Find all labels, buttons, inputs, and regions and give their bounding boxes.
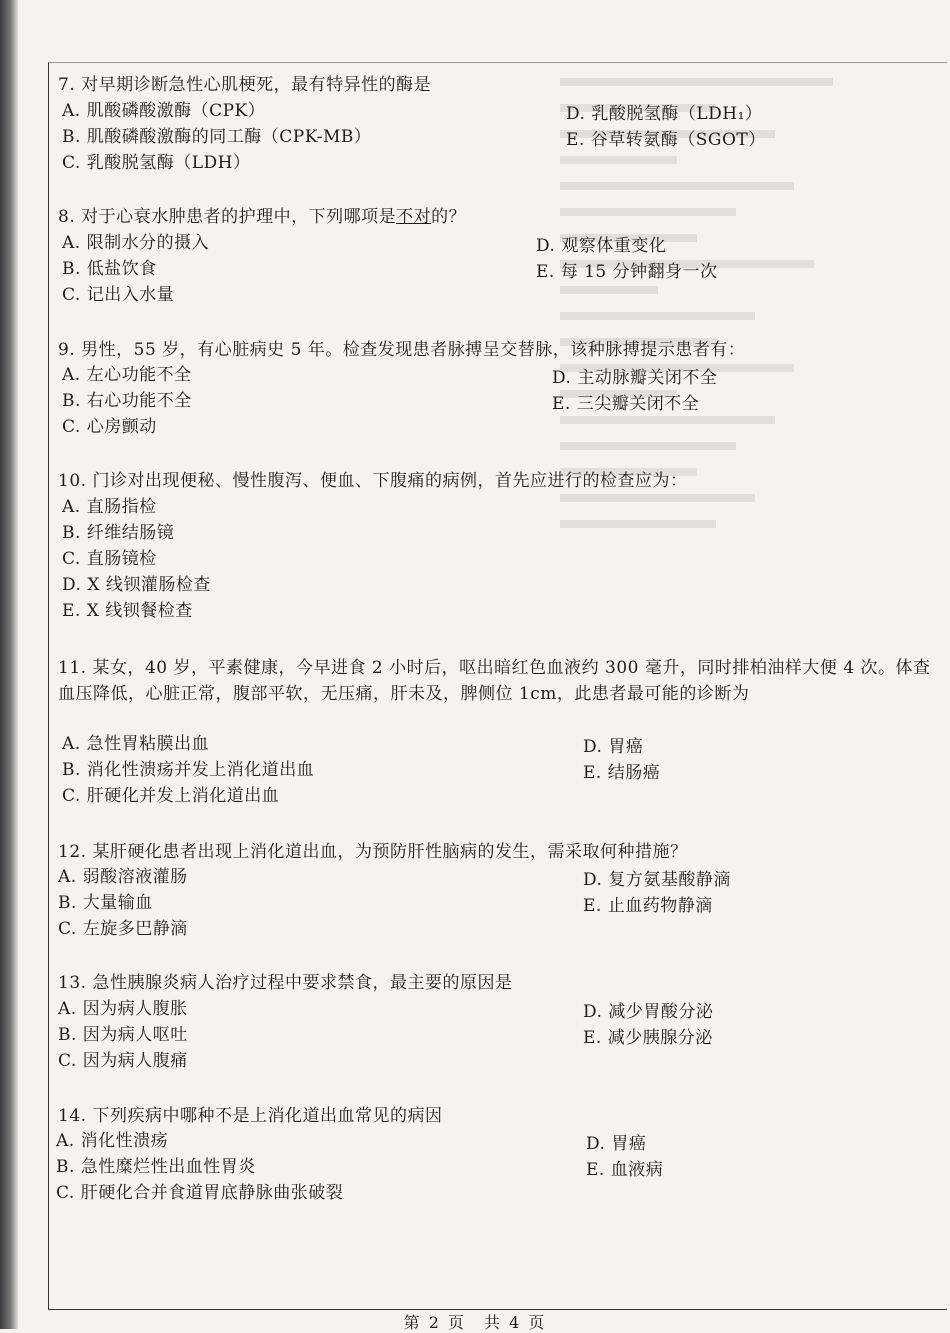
option-c: C. 乳酸脱氢酶（LDH）	[62, 153, 251, 173]
page-number: 第 2 页 共 4 页	[403, 1313, 547, 1332]
option-a: A. 肌酸磷酸激酶（CPK）	[62, 101, 266, 121]
question-10	[58, 468, 934, 494]
scan-edge-shadow	[0, 0, 18, 1329]
option-d: D. 主动脉瓣关闭不全	[552, 368, 718, 388]
question-stem: 10. 门诊对出现便秘、慢性腹泻、便血、下腹痛的病例，首先应进行的检查应为：	[58, 471, 688, 491]
option-b: B. 低盐饮食	[62, 259, 157, 279]
option-d: D. 乳酸脱氢酶（LDH₁）	[566, 104, 763, 124]
question-7	[58, 72, 934, 98]
option-d: D. X 线钡灌肠检查	[62, 575, 211, 595]
option-a: A. 因为病人腹胀	[58, 999, 188, 1019]
option-e: E. 止血药物静滴	[583, 896, 713, 916]
question-stem	[58, 204, 934, 230]
option-c: C. 肝硬化合并食道胃底静脉曲张破裂	[56, 1183, 344, 1203]
option-b: B. 纤维结肠镜	[62, 523, 175, 543]
question-stem: 9. 男性，55 岁，有心脏病史 5 年。检查发现患者脉搏呈交替脉，该种脉搏提示患者有：	[58, 340, 746, 360]
option-e: E. 减少胰腺分泌	[583, 1028, 713, 1048]
question-13	[58, 970, 934, 996]
option-d: D. 减少胃酸分泌	[583, 1002, 714, 1022]
option-d: D. 观察体重变化	[536, 236, 667, 256]
option-d: D. 胃癌	[583, 737, 644, 757]
question-stem: 12. 某肝硬化患者出现上消化道出血，为预防肝性脑病的发生，需采取何种措施？	[58, 842, 688, 862]
option-e: E. 血液病	[586, 1160, 664, 1180]
option-e: E. 谷草转氨酶（SGOT）	[566, 130, 766, 150]
option-c: C. 因为病人腹痛	[58, 1051, 188, 1071]
option-a: A. 消化性溃疡	[56, 1131, 169, 1151]
option-b: B. 大量输血	[58, 893, 153, 913]
option-c: C. 记出入水量	[62, 285, 175, 305]
option-a: A. 弱酸溶液灌肠	[58, 867, 188, 887]
option-a: A. 直肠指检	[62, 497, 157, 517]
question-stem: 7. 对早期诊断急性心肌梗死，最有特异性的酶是	[58, 75, 432, 95]
option-e: E. X 线钡餐检查	[62, 601, 193, 621]
question-stem: 14. 下列疾病中哪种不是上消化道出血常见的病因	[58, 1106, 443, 1126]
option-e: E. 三尖瓣关闭不全	[552, 394, 700, 414]
question-14	[58, 1103, 934, 1129]
option-e: E. 每 15 分钟翻身一次	[536, 262, 718, 282]
option-b: B. 右心功能不全	[62, 391, 192, 411]
question-12	[58, 839, 934, 865]
option-b: B. 肌酸磷酸激酶的同工酶（CPK-MB）	[62, 127, 372, 147]
stem-emphasis: 不对	[396, 207, 432, 227]
option-d: D. 复方氨基酸静滴	[583, 870, 731, 890]
question-9	[58, 337, 934, 363]
option-a: A. 左心功能不全	[62, 365, 192, 385]
option-e: E. 结肠癌	[583, 763, 661, 783]
option-a: A. 限制水分的摄入	[62, 233, 210, 253]
option-c: C. 左旋多巴静滴	[58, 919, 188, 939]
option-b: B. 急性糜烂性出血性胃炎	[56, 1157, 256, 1177]
option-c: C. 心房颤动	[62, 417, 157, 437]
option-c: C. 肝硬化并发上消化道出血	[62, 786, 280, 806]
question-11	[58, 655, 934, 707]
option-d: D. 胃癌	[586, 1134, 647, 1154]
question-stem: 13. 急性胰腺炎病人治疗过程中要求禁食，最主要的原因是	[58, 973, 513, 993]
question-stem: 11. 某女，40 岁，平素健康，今早进食 2 小时后，呕出暗红色血液约 300 毫升，同时排柏油样大便 4 次。体查血压降低，心脏正常，腹部平软，无压痛，肝未及，脾侧位 1cm，此患者最可能的诊断为	[58, 658, 931, 704]
stem-text: 8. 对于心衰水肿患者的护理中，下列哪项是	[58, 207, 397, 227]
question-8	[58, 204, 934, 230]
option-b: B. 消化性溃疡并发上消化道出血	[62, 760, 315, 780]
stem-text: 的？	[431, 207, 467, 227]
option-b: B. 因为病人呕吐	[58, 1025, 188, 1045]
option-c: C. 直肠镜检	[62, 549, 157, 569]
option-a: A. 急性胃粘膜出血	[62, 734, 210, 754]
